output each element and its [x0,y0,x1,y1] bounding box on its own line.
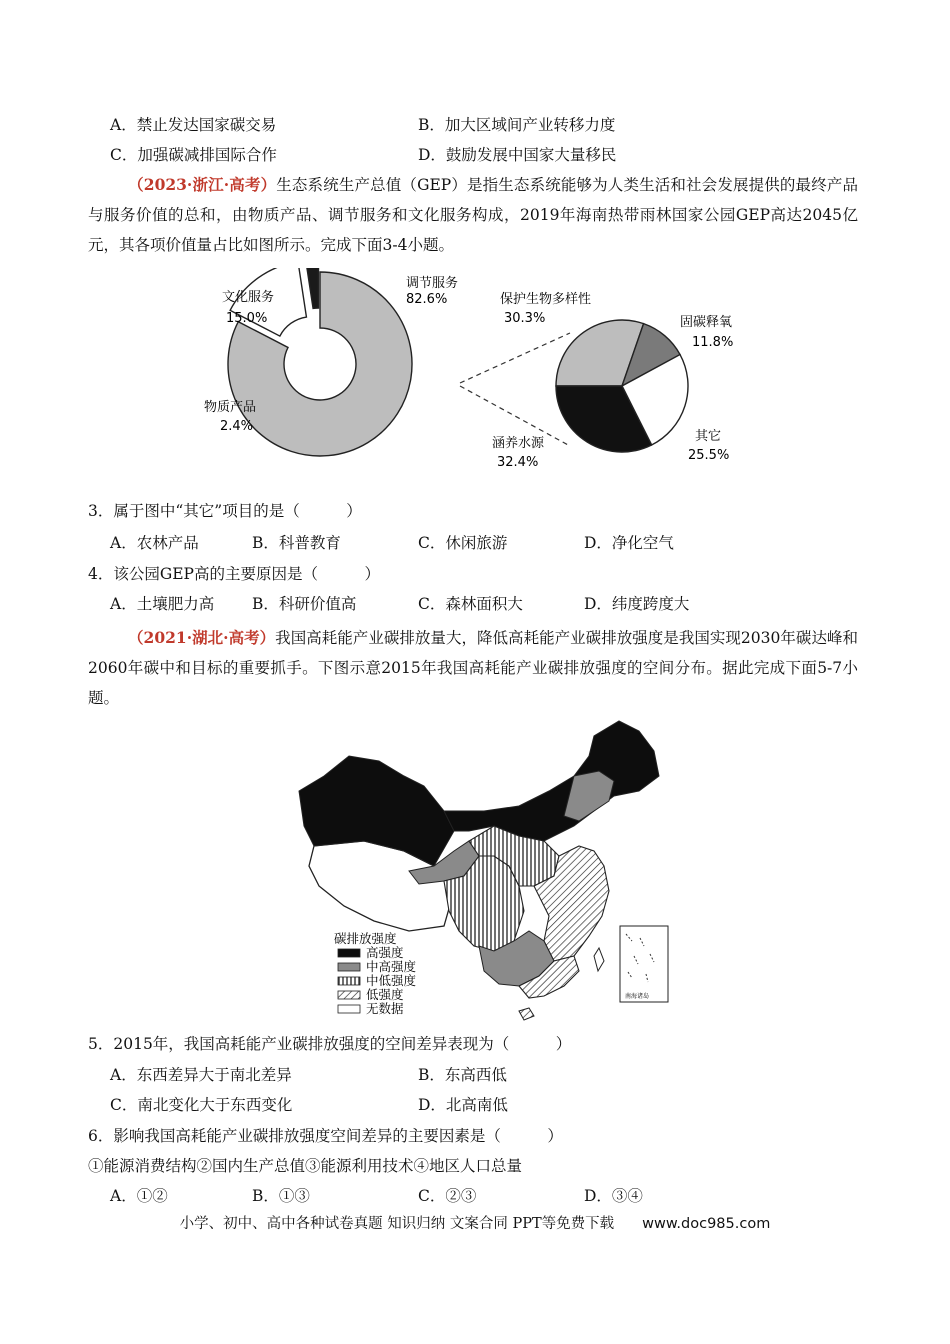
label-other: 其它 [695,429,722,444]
legend-item-high: 高强度 [366,945,404,960]
page-footer [0,1212,950,1233]
q-prev-option-c: C．加强碳减排国际合作 [110,146,277,164]
region-high-north [444,721,659,841]
q6-option-a: A．①② [110,1187,168,1205]
legend-item-no-data: 无数据 [366,1001,404,1016]
legend-item-mid-low: 中低强度 [366,973,417,988]
q5-option-b: B．东高西低 [418,1066,507,1084]
q4-option-a: A．土壤肥力高 [110,595,215,613]
value-regulating-service: 82.6% [406,292,448,307]
label-cultural-service: 文化服务 [222,290,275,305]
china-carbon-intensity-map [294,716,680,1022]
value-water-conservation: 32.4% [497,455,539,470]
value-biodiversity: 30.3% [504,311,546,326]
value-material-product: 2.4% [220,419,254,434]
q4-stem: 4．该公园GEP高的主要原因是（ ） [88,565,380,583]
q5-option-d: D．北高南低 [418,1096,508,1114]
q3-option-d: D．净化空气 [584,534,674,552]
q6-option-b: B．①③ [252,1187,310,1205]
q4-option-c: C．森林面积大 [418,595,523,613]
q5-option-c: C．南北变化大于东西变化 [110,1096,293,1114]
inset-label: 南海诸岛 [625,993,650,1000]
intro-1-text: 生态系统生产总值（GEP）是指生态系统能够为人类生活和社会发展提供的最终产品与服务价值的总和，由物质产品、调节服务和文化服务构成，2019年海南热带雨林国家公园GEP高达2045亿元，其各项价值量占比如图所示。完成下面3-4小题。 [88,176,858,254]
q3-option-b: B．科普教育 [252,534,341,552]
q6-option-c: C．②③ [418,1187,477,1205]
label-material-product: 物质产品 [204,400,257,415]
legend-item-mid-high: 中高强度 [366,959,417,974]
intro-paragraph-2 [88,623,858,713]
value-carbon-fixation: 11.8% [692,335,734,350]
q3-option-c: C．休闲旅游 [418,534,508,552]
q-prev-option-b: B．加大区域间产业转移力度 [418,116,616,134]
label-biodiversity: 保护生物多样性 [500,292,592,307]
intro-2-text: 我国高耗能产业碳排放量大，降低高耗能产业碳排放强度是我国实现2030年碳达峰和2060年碳中和目标的重要抓手。下图示意2015年我国高耗能产业碳排放强度的空间分布。据此完成下面5-7小题。 [88,629,859,707]
q-prev-option-d: D．鼓励发展中国家大量移民 [418,146,617,164]
q3-option-a: A．农林产品 [110,534,199,552]
legend-item-low: 低强度 [366,987,404,1002]
label-water-conservation: 涵养水源 [492,436,545,451]
q5-option-a: A．东西差异大于南北差异 [110,1066,292,1084]
value-other: 25.5% [688,448,730,463]
slice-物质产品 [305,268,319,308]
map-legend [334,931,417,1016]
region-taiwan [594,948,604,971]
q6-factors: ①能源消费结构②国内生产总值③能源利用技术④地区人口总量 [88,1157,523,1175]
q-prev-option-a: A．禁止发达国家碳交易 [110,116,277,134]
q3-stem: 3．属于图中“其它”项目的是（ ） [88,502,362,520]
intro-2-source: （2021·湖北·高考） [128,628,276,647]
q6-stem: 6．影响我国高耗能产业碳排放强度空间差异的主要因素是（ ） [88,1127,563,1145]
gep-chart [190,268,770,474]
intro-paragraph-1 [88,170,858,260]
footer-url[interactable]: www.doc985.com [642,1216,771,1232]
south-china-sea-inset [620,926,668,1002]
q4-option-d: D．纬度跨度大 [584,595,690,613]
region-hainan [519,1008,534,1020]
value-cultural-service: 15.0% [226,311,268,326]
gep-breakdown-pie-chart [556,320,688,452]
intro-1-source: （2023·浙江·高考） [128,175,277,194]
connector-line-top [460,333,570,383]
q6-option-d: D．③④ [584,1187,643,1205]
footer-text: 小学、初中、高中各种试卷真题 知识归纳 文案合同 PPT等免费下载 [179,1216,615,1232]
q4-option-b: B．科研价值高 [252,595,357,613]
label-regulating-service: 调节服务 [406,276,459,291]
legend-title: 碳排放强度 [334,931,397,946]
q5-stem: 5．2015年，我国高耗能产业碳排放强度的空间差异表现为（ ） [88,1035,572,1053]
label-carbon-fixation: 固碳释氧 [680,315,733,330]
